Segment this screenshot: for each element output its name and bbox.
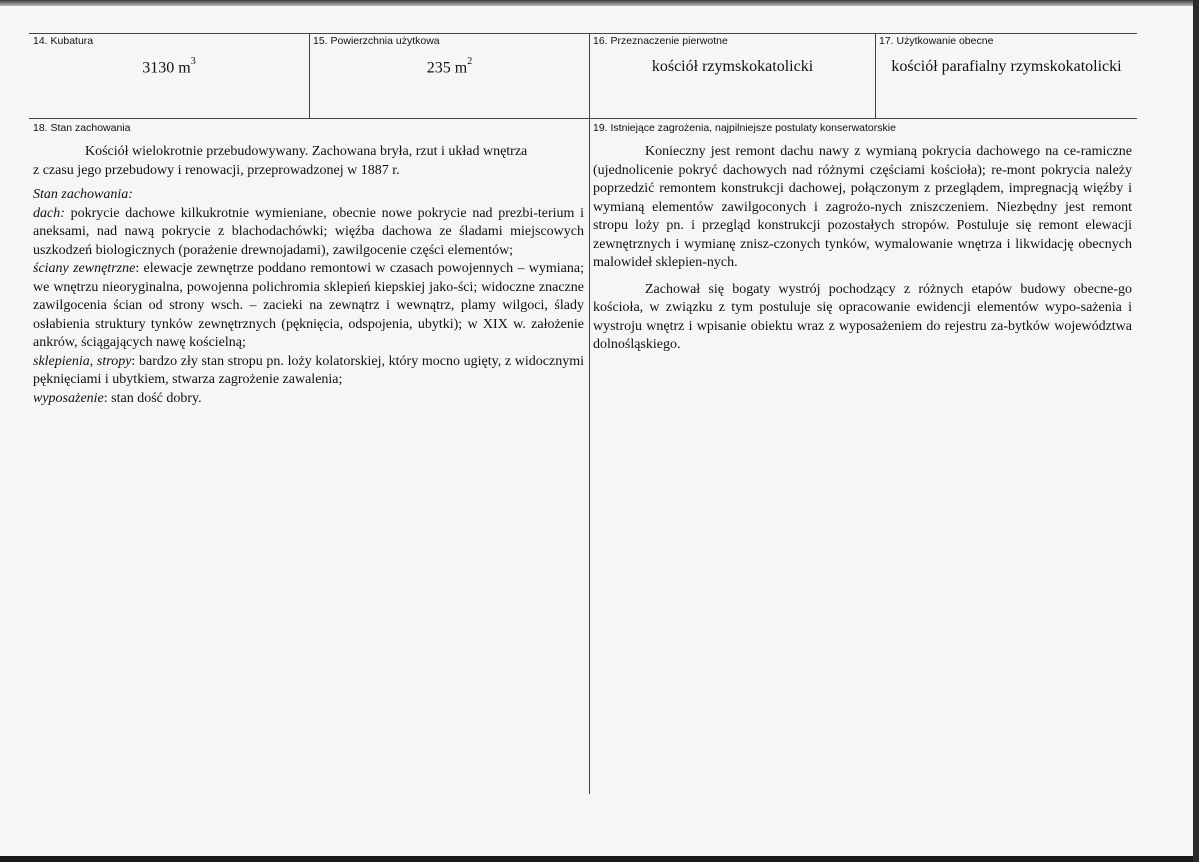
section18-item-sklepienia: sklepienia, stropy: bardzo zły stan stropu pn. loży kolatorskiej, który mocno ugięty, z widocznymi pęknięciami i ubytkiem, stwarza zagrożenie zawalenia; [33, 353, 584, 387]
section18-item-sciany: ściany zewnętrzne: elewacje zewnętrze poddano remontowi w czasach powojennych – wymiana; we wnętrzu nieoryginalna, powojenna polichromia sklepień kiepskiej jako-ści; widoczne znaczne zawilgocenia ścian od strony wsch. – zacieki na zewnątrz i wewnątrz, plamy wilgoci, ślady osłabienia struktury tynków zewnętrznych (pęknięcia, odspojenia, ubytki); w XIX w. założenie ankrów, ściągających nawę kościelną; [33, 261, 584, 350]
field-label-powierzchnia: 15. Powierzchnia użytkowa [313, 35, 440, 47]
section18-intro-line-2: z czasu jego przebudowy i renowacji, przeprowadzonej w 1887 r. [33, 162, 400, 178]
section18-item-dach: dach: pokrycie dachowe kilkukrotnie wymieniane, obecnie nowe pokrycie nad prezbi-terium i aneksami, nad nawą pokrycie z blachodachówki; więźba dachowa ze śladami miejscowych uszkodzeń biologicznych (porażenie drewnojadami), zawilgocenie części elementów; [33, 205, 584, 258]
section19-body [593, 143, 1132, 355]
row2-divider [589, 118, 590, 794]
field-label-przeznaczenie: 16. Przeznaczenie pierwotne [593, 35, 728, 47]
section19-label: 19. Istniejące zagrożenia, najpilniejsze postulaty konserwatorskie [593, 122, 896, 134]
section18-heading: Stan zachowania: [33, 187, 133, 202]
section19-paragraph-1: Konieczny jest remont dachu nawy z wymianą pokrycia dachowego na ce-ramiczne (ujednolicenie pokryć dachowych nad różnymi częściami kościoła); re-mont pokrycia należy poprzedzić remontem konstrukcji dachowej, połączonym z przeglądem, impregnacją więźby i wymianą elementów zawilgoconych i zagrożo-nych zniszczeniem. Niezbędny jest remont stropu loży pn. i przegląd konstrukcji pozostałych stropów. Postuluje się remont elewacji zewnętrznych i wymianę znisz-czonych tynków, wymalowanie wnętrza i likwidację obecnych malowideł sklepien-nych. [593, 144, 1132, 270]
field-value-uzytkowanie: kościół parafialny rzymskokatolicki [891, 58, 1122, 75]
field-value-powierzchnia: 235 $m^2$ [426, 56, 473, 77]
section18-label: 18. Stan zachowania [33, 122, 131, 134]
row1-bottom-line [29, 118, 1137, 119]
field-value-kubatura: 3130 $m^3$ [142, 56, 196, 77]
section18-body [33, 143, 584, 408]
section19-paragraph-2: Zachował się bogaty wystrój pochodzący z różnych etapów budowy obecne-go kościoła, w związku z tym postuluje się opracowanie ewidencji elementów wypo-sażenia i wystroju wnętrz i wpisanie obiektu wraz z wyposażeniem do rejestru za-bytków województwa dolnośląskiego. [593, 281, 1132, 352]
field-value-przeznaczenie: kościół rzymskokatolicki [651, 58, 814, 75]
document-sheet [0, 6, 1199, 856]
row1-divider-3 [875, 33, 876, 119]
row1-top-line [29, 33, 1137, 34]
section18-intro-line-1: Kościół wielokrotnie przebudowywany. Zachowana bryła, rzut i układ wnętrza [85, 144, 528, 159]
section18-item-wyposazenie: wyposażenie: stan dość dobry. [33, 390, 202, 406]
scan-edge-right [1193, 0, 1199, 862]
field-label-kubatura: 14. Kubatura [33, 35, 94, 47]
row1-divider-2 [589, 33, 590, 119]
field-label-uzytkowanie: 17. Użytkowanie obecne [879, 35, 994, 47]
